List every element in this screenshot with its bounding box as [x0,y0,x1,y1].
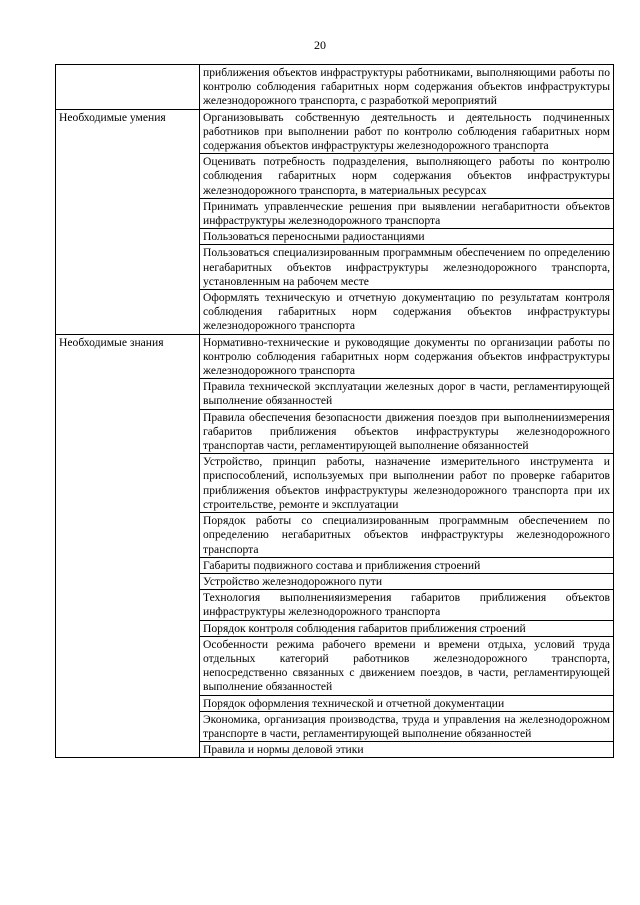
knowledge-item: Правила и нормы деловой этики [200,742,614,758]
skill-item: Принимать управленческие решения при выявлении негабаритности объектов инфраструктуры железнодорожного транспорта [200,198,614,228]
knowledge-item: Правила технической эксплуатации железных дорог в части, регламентирующей выполнение обязанностей [200,379,614,409]
knowledge-item: Технология выполненияизмерения габаритов приближения объектов инфраструктуры железнодорожного транспорта [200,590,614,620]
page-number: 20 [314,38,326,52]
skill-item: Оценивать потребность подразделения, выполняющего работы по контролю соблюдения габаритных норм содержания объектов инфраструктуры железнодорожного транспорта, в материальных ресурсах [200,154,614,199]
empty-label-cell [56,65,200,110]
knowledge-item: Габариты подвижного состава и приближения строений [200,557,614,573]
skill-item: Пользоваться специализированным программным обеспечением по определению негабаритных объектов инфраструктуры железнодорожного транспорта, установленным на рабочем месте [200,245,614,290]
knowledge-item: Экономика, организация производства, труда и управления на железнодорожном транспорте в части, регламентирующей выполнение обязанностей [200,711,614,741]
skills-label: Необходимые умения [56,109,200,334]
skill-item: Организовывать собственную деятельность и деятельность подчиненных работников при выполнении работ по контролю соблюдения габаритных норм содержания объектов инфраструктуры железнодорожного транспорта [200,109,614,154]
skill-item: Пользоваться переносными радиостанциями [200,229,614,245]
knowledge-label: Необходимые знания [56,334,200,758]
knowledge-item: Порядок оформления технической и отчетной документации [200,695,614,711]
table-row [56,334,614,379]
continuation-text: приближения объектов инфраструктуры работниками, выполняющими работы по контролю соблюдения габаритных норм содержания объектов инфраструктуры железнодорожного транспорта, с разработкой мероприятий [200,65,614,110]
requirements-table [55,64,614,758]
table-row [56,65,614,110]
knowledge-item: Устройство железнодорожного пути [200,573,614,589]
skill-item: Оформлять техническую и отчетную документацию по результатам контроля соблюдения габаритных норм содержания объектов инфраструктуры железнодорожного транспорта [200,290,614,335]
knowledge-item: Устройство, принцип работы, назначение измерительного инструмента и приспособлений, используемых при выполнении работ по проверке габаритов приближения объектов инфраструктуры железнодорожного транспорта при их строительстве, ремонте и эксплуатации [200,454,614,513]
knowledge-item: Правила обеспечения безопасности движения поездов при выполнениизмерения габаритов приближения объектов инфраструктуры железнодорожного транспортав части, регламентирующей выполнение обязанностей [200,409,614,454]
knowledge-item: Порядок работы со специализированным программным обеспечением по определению негабаритных объектов инфраструктуры железнодорожного транспорта [200,513,614,558]
knowledge-item: Порядок контроля соблюдения габаритов приближения строений [200,620,614,636]
knowledge-item: Нормативно-технические и руководящие документы по организации работы по контролю соблюдения габаритных норм содержания объектов инфраструктуры железнодорожного транспорта [200,334,614,379]
table-row [56,109,614,154]
knowledge-item: Особенности режима рабочего времени и времени отдыха, условий труда отдельных категорий работников железнодорожного транспорта, непосредственно связанных с движением поездов, в части, регламентирующей выполнение обязанностей [200,636,614,695]
